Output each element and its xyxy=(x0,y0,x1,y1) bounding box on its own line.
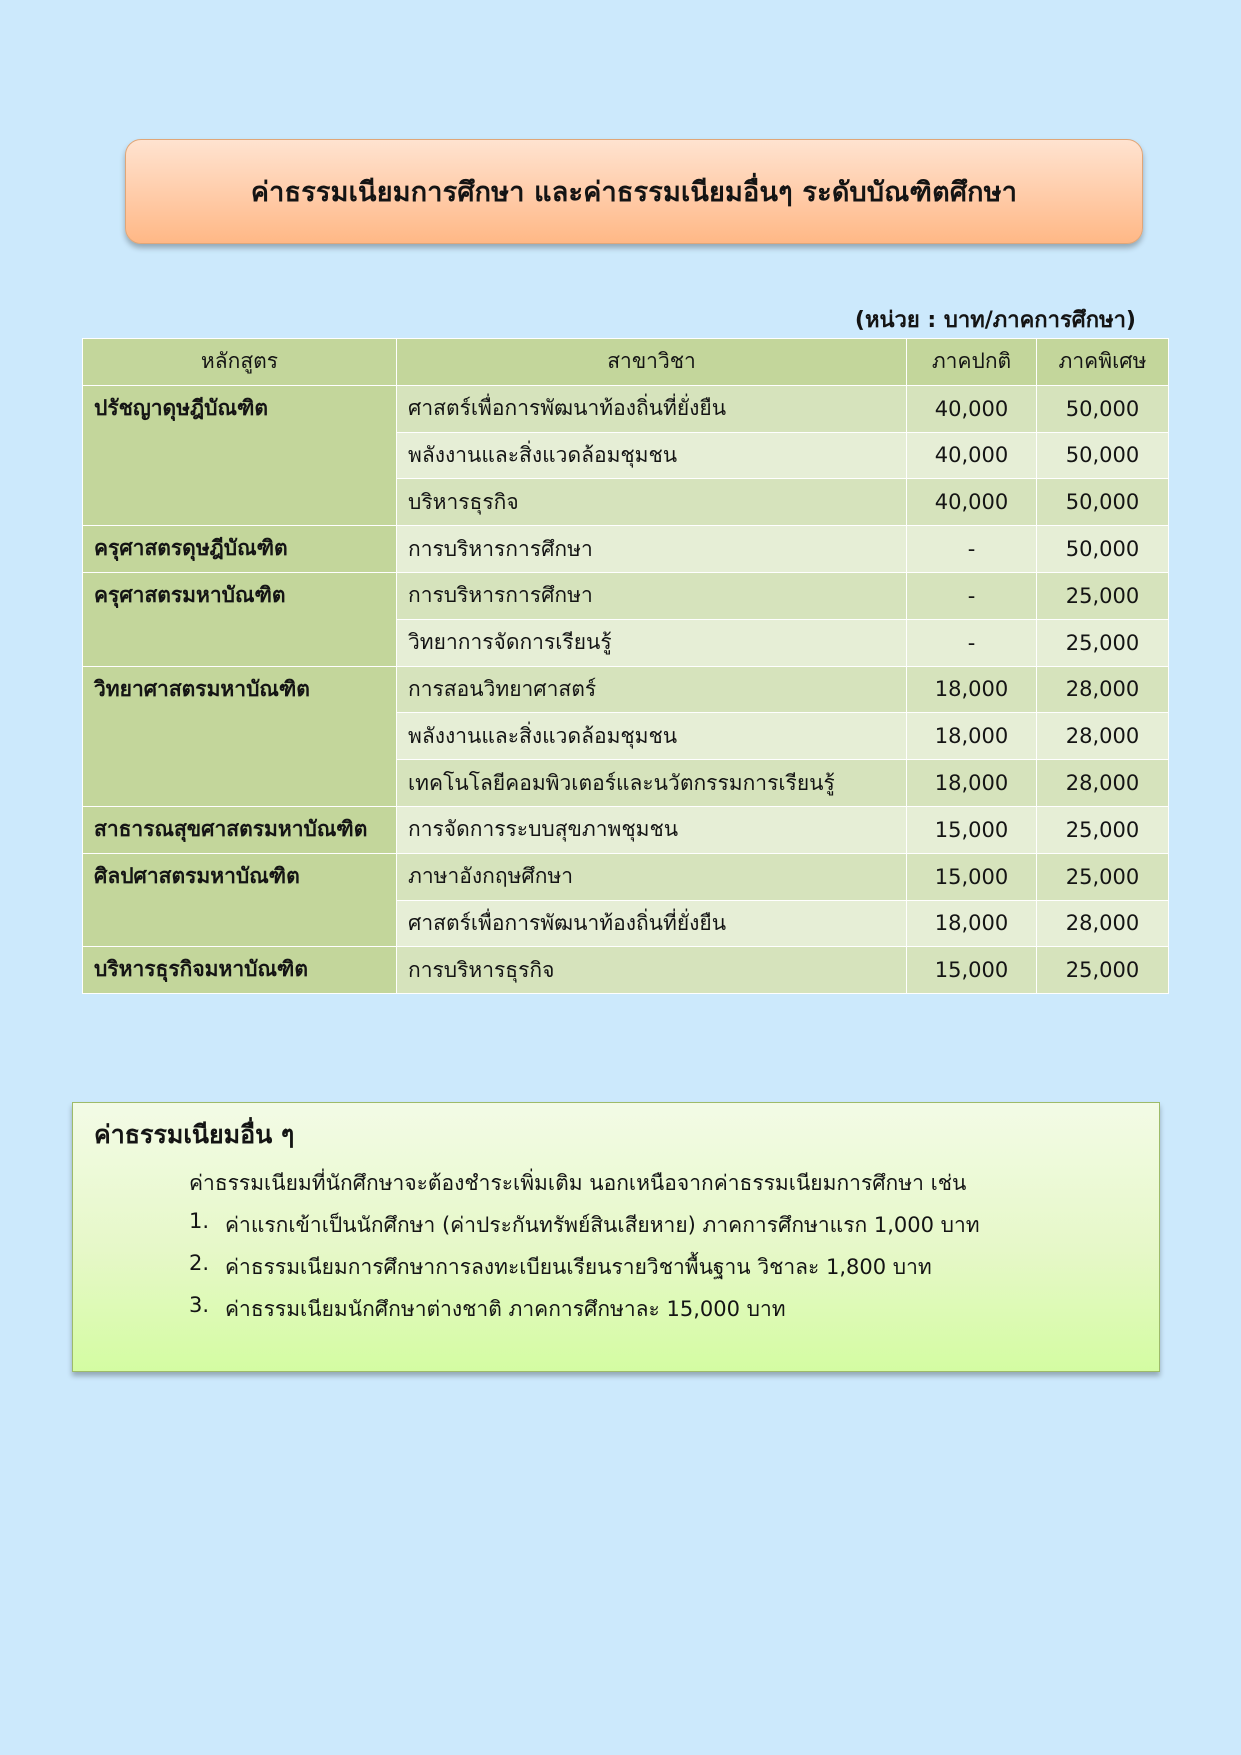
header-regular: ภาคปกติ xyxy=(907,339,1037,386)
table-row xyxy=(83,806,1169,853)
other-fees-box xyxy=(72,1102,1160,1372)
list-item xyxy=(189,1209,980,1251)
special-fee-cell: 28,000 xyxy=(1037,900,1169,947)
title-banner xyxy=(125,139,1143,244)
table-row xyxy=(83,666,1169,713)
list-item xyxy=(189,1293,980,1335)
list-item-text: ค่าแรกเข้าเป็นนักศึกษา (ค่าประกันทรัพย์สินเสียหาย) ภาคการศึกษาแรก 1,000 บาท xyxy=(225,1213,980,1237)
major-cell: การบริหารการศึกษา xyxy=(397,526,907,573)
list-item xyxy=(189,1251,980,1293)
major-cell: วิทยาการจัดการเรียนรู้ xyxy=(397,619,907,666)
major-cell: เทคโนโลยีคอมพิวเตอร์และนวัตกรรมการเรียนรู้ xyxy=(397,760,907,807)
regular-fee-cell: 18,000 xyxy=(907,760,1037,807)
fees-table xyxy=(82,338,1169,994)
program-cell: บริหารธุรกิจมหาบัณฑิต xyxy=(83,947,397,994)
program-cell: สาธารณสุขศาสตรมหาบัณฑิต xyxy=(83,806,397,853)
header-major: สาขาวิชา xyxy=(397,339,907,386)
list-item-number: 3. xyxy=(189,1293,210,1317)
regular-fee-cell: 15,000 xyxy=(907,853,1037,900)
table-row xyxy=(83,526,1169,573)
other-fees-list xyxy=(189,1209,980,1335)
special-fee-cell: 50,000 xyxy=(1037,479,1169,526)
program-cell: ศิลปศาสตรมหาบัณฑิต xyxy=(83,853,397,947)
major-cell: การจัดการระบบสุขภาพชุมชน xyxy=(397,806,907,853)
table-row xyxy=(83,385,1169,432)
header-program: หลักสูตร xyxy=(83,339,397,386)
header-special: ภาคพิเศษ xyxy=(1037,339,1169,386)
regular-fee-cell: 40,000 xyxy=(907,432,1037,479)
special-fee-cell: 25,000 xyxy=(1037,806,1169,853)
regular-fee-cell: - xyxy=(907,572,1037,619)
program-cell: ปรัชญาดุษฎีบัณฑิต xyxy=(83,385,397,525)
unit-note: (หน่วย : บาท/ภาคการศึกษา) xyxy=(854,308,1136,333)
regular-fee-cell: 40,000 xyxy=(907,479,1037,526)
special-fee-cell: 50,000 xyxy=(1037,526,1169,573)
regular-fee-cell: 18,000 xyxy=(907,713,1037,760)
list-item-text: ค่าธรรมเนียมการศึกษาการลงทะเบียนเรียนรายวิชาพื้นฐาน วิชาละ 1,800 บาท xyxy=(225,1255,932,1279)
major-cell: การบริหารธุรกิจ xyxy=(397,947,907,994)
major-cell: การบริหารการศึกษา xyxy=(397,572,907,619)
table-row xyxy=(83,572,1169,619)
table-header-row xyxy=(83,339,1169,386)
page-title: ค่าธรรมเนียมการศึกษา และค่าธรรมเนียมอื่นๆ ระดับบัณฑิตศึกษา xyxy=(250,177,1018,208)
special-fee-cell: 50,000 xyxy=(1037,432,1169,479)
regular-fee-cell: 18,000 xyxy=(907,900,1037,947)
special-fee-cell: 25,000 xyxy=(1037,572,1169,619)
major-cell: พลังงานและสิ่งแวดล้อมชุมชน xyxy=(397,713,907,760)
table-row xyxy=(83,947,1169,994)
major-cell: ศาสตร์เพื่อการพัฒนาท้องถิ่นที่ยั่งยืน xyxy=(397,900,907,947)
special-fee-cell: 25,000 xyxy=(1037,947,1169,994)
major-cell: พลังงานและสิ่งแวดล้อมชุมชน xyxy=(397,432,907,479)
major-cell: การสอนวิทยาศาสตร์ xyxy=(397,666,907,713)
special-fee-cell: 50,000 xyxy=(1037,385,1169,432)
table-row xyxy=(83,853,1169,900)
major-cell: ศาสตร์เพื่อการพัฒนาท้องถิ่นที่ยั่งยืน xyxy=(397,385,907,432)
program-cell: ครุศาสตรมหาบัณฑิต xyxy=(83,572,397,666)
regular-fee-cell: 15,000 xyxy=(907,806,1037,853)
special-fee-cell: 28,000 xyxy=(1037,666,1169,713)
special-fee-cell: 25,000 xyxy=(1037,619,1169,666)
program-cell: ครุศาสตรดุษฎีบัณฑิต xyxy=(83,526,397,573)
regular-fee-cell: 18,000 xyxy=(907,666,1037,713)
list-item-number: 2. xyxy=(189,1251,210,1275)
list-item-text: ค่าธรรมเนียมนักศึกษาต่างชาติ ภาคการศึกษาละ 15,000 บาท xyxy=(225,1297,786,1321)
special-fee-cell: 28,000 xyxy=(1037,713,1169,760)
other-fees-heading: ค่าธรรมเนียมอื่น ๆ xyxy=(94,1120,295,1149)
major-cell: บริหารธุรกิจ xyxy=(397,479,907,526)
regular-fee-cell: 40,000 xyxy=(907,385,1037,432)
regular-fee-cell: - xyxy=(907,526,1037,573)
regular-fee-cell: 15,000 xyxy=(907,947,1037,994)
other-fees-intro: ค่าธรรมเนียมที่นักศึกษาจะต้องชำระเพิ่มเติม นอกเหนือจากค่าธรรมเนียมการศึกษา เช่น xyxy=(189,1171,967,1195)
special-fee-cell: 28,000 xyxy=(1037,760,1169,807)
list-item-number: 1. xyxy=(189,1209,210,1233)
special-fee-cell: 25,000 xyxy=(1037,853,1169,900)
program-cell: วิทยาศาสตรมหาบัณฑิต xyxy=(83,666,397,806)
regular-fee-cell: - xyxy=(907,619,1037,666)
major-cell: ภาษาอังกฤษศึกษา xyxy=(397,853,907,900)
